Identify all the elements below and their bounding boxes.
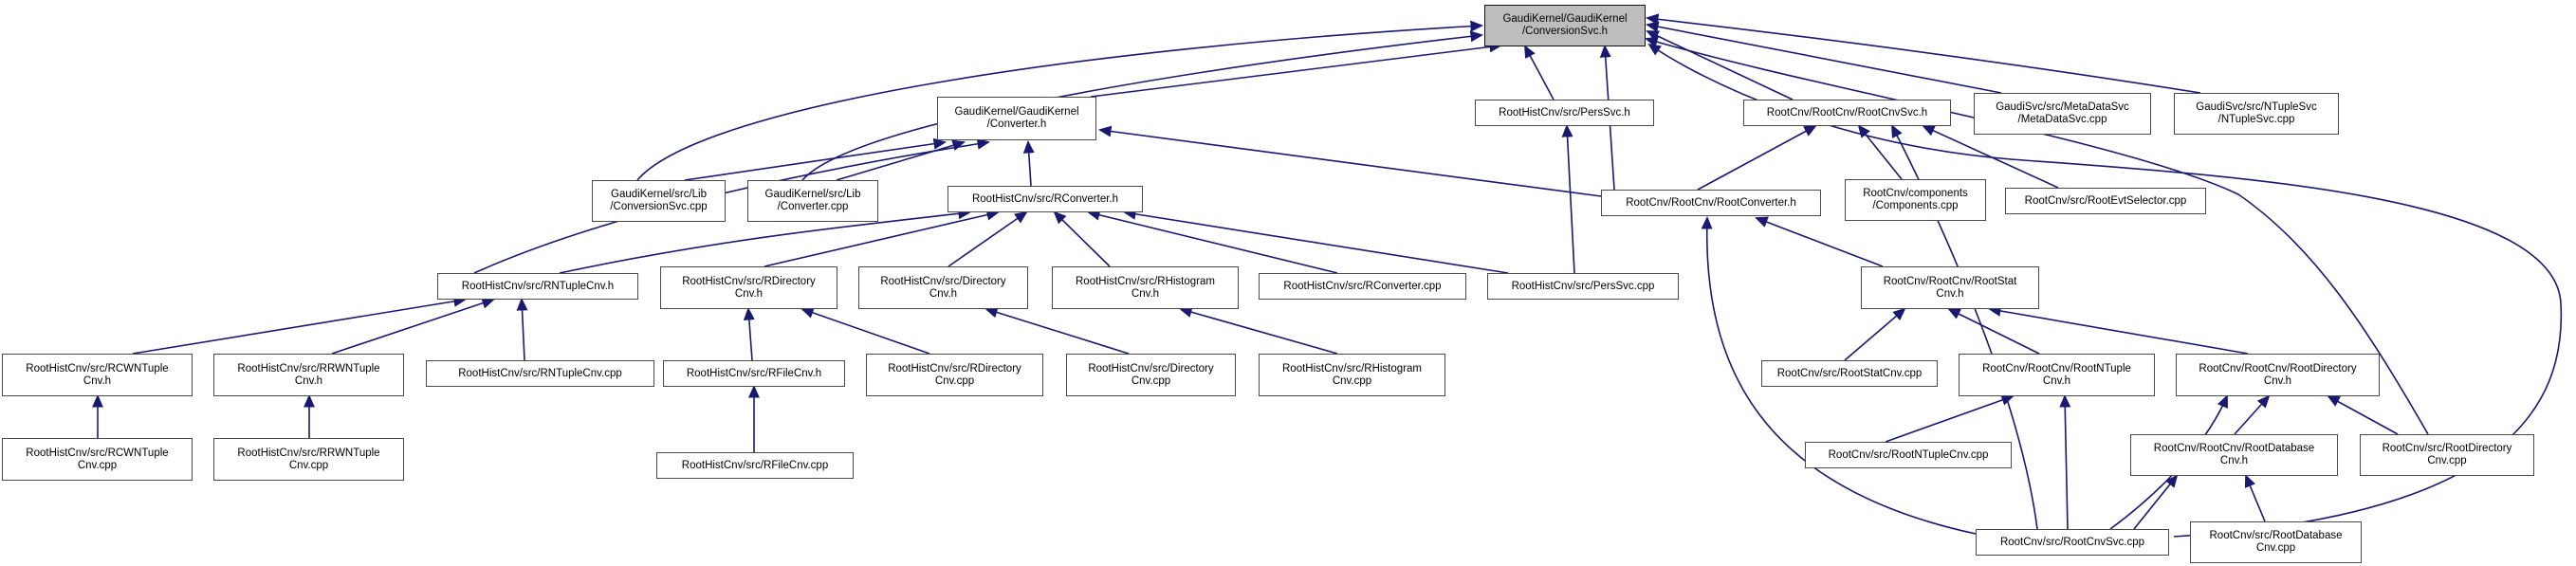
graph-node-rootstatcnv_cpp[interactable] xyxy=(1761,360,1938,387)
node-label-line: RootCnv/src/RootStatCnv.cpp xyxy=(1776,367,1923,379)
node-label-line: RootHistCnv/src/RConverter.cpp xyxy=(1283,280,1442,292)
edge-components_cpp-rootcnvsvc_h xyxy=(1859,126,1902,179)
edge-converter_cpp-conversionsvc_h xyxy=(802,35,1481,180)
node-label-line: RootHistCnv/src/RHistogram xyxy=(1076,275,1215,287)
node-label-line: Cnv.cpp xyxy=(1332,374,1372,387)
graph-node-rootconverter_h[interactable] xyxy=(1601,190,1821,216)
graph-node-rntuplecnv_cpp[interactable] xyxy=(426,360,654,387)
node-label-line: Cnv.h xyxy=(2263,374,2292,387)
edge-perssvc_h-conversionsvc_h xyxy=(1525,46,1554,100)
edge-rootconverter_h-rootcnvsvc_h xyxy=(1698,126,1815,190)
edge-rntuplecnv_cpp-rntuplecnv_h xyxy=(522,300,524,360)
edge-rootconverter_h-converter_h xyxy=(1100,130,1601,196)
graph-node-rcwntuplecnv_h[interactable] xyxy=(2,354,193,396)
node-label-line: RootHistCnv/src/RRWNTuple xyxy=(237,447,380,459)
node-label-line: Cnv.cpp xyxy=(77,459,118,471)
edge-rntuplecnv_h-converter_h xyxy=(474,142,988,273)
node-label-line: RootCnv/components xyxy=(1863,188,1968,199)
edge-rootntuplecnv_cpp-rootntuplecnv_h xyxy=(1886,396,2013,442)
edge-rfilecnv_h-rdirectorycnv_h xyxy=(748,309,752,360)
node-label-line: RootHistCnv/src/RHistogram xyxy=(1282,362,1422,374)
graph-node-ntuplesvc_cpp[interactable] xyxy=(2174,93,2339,135)
node-label-line: Cnv.h xyxy=(294,374,323,387)
node-label-line: Cnv.h xyxy=(83,374,112,387)
edge-rootdirectorycnv_cpp-rootdirectorycnv_h xyxy=(2328,396,2398,434)
node-label-line: Cnv.cpp xyxy=(2255,542,2296,554)
node-label-line: /MetaDataSvc.cpp xyxy=(2017,114,2107,125)
graph-node-perssvc_cpp[interactable] xyxy=(1487,273,1679,300)
node-label-line: Cnv.h xyxy=(929,287,958,300)
node-label-line: RootHistCnv/src/RNTupleCnv.cpp xyxy=(458,367,622,379)
edge-perssvc_cpp-perssvc_h xyxy=(1567,126,1574,273)
edge-rootstatcnv_cpp-rootstatcnv_h xyxy=(1845,309,1904,360)
node-label-line: /Converter.cpp xyxy=(777,201,849,212)
edge-rootcnvsvc_cpp-rootntuplecnv_h xyxy=(2065,396,2068,529)
graph-node-conversionsvc_h[interactable] xyxy=(1484,5,1646,46)
edge-rootdatabasecnv_cpp-rootdatabasecnv_h xyxy=(2246,476,2265,521)
edge-conversionsvc_cpp-converter_h xyxy=(685,142,945,180)
node-label-line: GaudiKernel/src/Lib xyxy=(764,189,861,200)
node-label-line: /Converter.h xyxy=(986,119,1047,130)
edge-rootdirectorycnv_h-rootstatcnv_h xyxy=(1990,309,2248,354)
node-label-line: RootHistCnv/src/Directory xyxy=(880,275,1006,287)
graph-node-rdirectorycnv_cpp[interactable] xyxy=(866,354,1043,396)
edge-rdirectorycnv_cpp-rdirectorycnv_h xyxy=(802,309,929,354)
node-label-line: RootHistCnv/src/Directory xyxy=(1088,362,1214,374)
node-label-line: RootCnv/src/RootEvtSelector.cpp xyxy=(2024,194,2187,207)
graph-node-rfilecnv_h[interactable] xyxy=(663,360,845,387)
edge-perssvc_cpp-rconverter_h xyxy=(1125,212,1508,273)
edge-rhistogramcnv_cpp-rhistogramcnv_h xyxy=(1181,309,1337,354)
node-label-line: RootHistCnv/src/PersSvc.h xyxy=(1499,106,1630,119)
graph-node-rootntuplecnv_h[interactable] xyxy=(1959,354,2155,396)
graph-node-perssvc_h[interactable] xyxy=(1475,100,1654,126)
node-label-line: RootHistCnv/src/RDirectory xyxy=(682,275,816,287)
node-label-line: RootCnv/RootCnv/RootCnvSvc.h xyxy=(1766,106,1928,119)
graph-node-rfilecnv_cpp[interactable] xyxy=(656,452,854,479)
edge-rootcnvsvc_cpp-rootdatabasecnv_h xyxy=(2134,476,2177,529)
node-label-line: Cnv.cpp xyxy=(934,374,975,387)
graph-node-rootdirectorycnv_h[interactable] xyxy=(2176,354,2380,396)
graph-node-converter_cpp[interactable] xyxy=(747,180,878,222)
graph-node-rootevtselector_cpp[interactable] xyxy=(2005,188,2206,214)
edge-rootstatcnv_h-rootconverter_h xyxy=(1757,218,1883,266)
graph-node-rootdatabasecnv_h[interactable] xyxy=(2130,434,2338,476)
edge-rconverter_cpp-rconverter_h xyxy=(1089,212,1337,273)
graph-node-rhistogramcnv_h[interactable] xyxy=(1052,266,1239,309)
edge-converter_cpp-converter_h xyxy=(837,142,964,180)
node-label-line: RootCnv/src/RootDirectory xyxy=(2382,443,2512,454)
graph-node-rhistogramcnv_cpp[interactable] xyxy=(1259,354,1445,396)
node-label-line: GaudiKernel/GaudiKernel xyxy=(1502,13,1628,25)
edge-ntuplesvc_cpp-conversionsvc_h xyxy=(1647,18,2200,93)
graph-node-directorycnv_h[interactable] xyxy=(858,266,1028,309)
node-label-line: /NTupleSvc.cpp xyxy=(2217,114,2295,125)
graph-node-directorycnv_cpp[interactable] xyxy=(1066,354,1236,396)
node-label-line: Cnv.h xyxy=(2219,455,2249,466)
graph-node-rootstatcnv_h[interactable] xyxy=(1861,266,2039,309)
graph-node-rdirectorycnv_h[interactable] xyxy=(660,266,837,309)
edge-rconverter_h-converter_h xyxy=(1028,142,1031,186)
node-label-line: /ConversionSvc.cpp xyxy=(610,201,708,212)
node-label-line: GaudiSvc/src/MetaDataSvc xyxy=(1996,101,2129,113)
node-label-line: Cnv.h xyxy=(2042,374,2071,387)
node-label-line: RootCnv/RootCnv/RootDatabase xyxy=(2153,443,2315,454)
graph-node-rootntuplecnv_cpp[interactable] xyxy=(1805,442,2012,468)
node-label-line: RootHistCnv/src/RFileCnv.h xyxy=(686,367,822,379)
node-label-line: Cnv.h xyxy=(1936,287,1964,300)
node-label-line: RootHistCnv/src/RNTupleCnv.h xyxy=(461,280,615,292)
node-label-line: Cnv.cpp xyxy=(1131,374,1171,387)
graph-node-rrwntuplecnv_h[interactable] xyxy=(213,354,404,396)
node-label-line: RootHistCnv/src/RFileCnv.cpp xyxy=(681,459,829,471)
graph-node-rntuplecnv_h[interactable] xyxy=(437,273,638,300)
node-label-line: RootHistCnv/src/RCWNTuple xyxy=(26,447,169,459)
node-label-line: RootCnv/RootCnv/RootNTuple xyxy=(1982,362,2131,374)
graph-node-components_cpp[interactable] xyxy=(1845,179,1986,221)
graph-node-rootdirectorycnv_cpp[interactable] xyxy=(2360,434,2534,476)
node-label-line: GaudiSvc/src/NTupleSvc xyxy=(2196,101,2317,113)
node-label-line: GaudiKernel/src/Lib xyxy=(611,189,707,200)
node-label-line: Cnv.cpp xyxy=(2427,455,2467,466)
graph-node-rootdatabasecnv_cpp[interactable] xyxy=(2190,521,2362,563)
node-label-line: RootHistCnv/src/PersSvc.cpp xyxy=(1511,280,1655,292)
node-label-line: GaudiKernel/GaudiKernel xyxy=(954,106,1079,118)
node-label-line: Cnv.h xyxy=(734,287,764,300)
node-label-line: RootHistCnv/src/RDirectory xyxy=(888,362,1021,374)
node-label-line: RootCnv/RootCnv/RootStat xyxy=(1883,275,2017,287)
graph-node-rootcnvsvc_cpp[interactable] xyxy=(1976,529,2169,556)
node-label-line: RootHistCnv/src/RConverter.h xyxy=(971,192,1119,205)
graph-node-rconverter_cpp[interactable] xyxy=(1259,273,1466,300)
node-label-line: /Components.cpp xyxy=(1872,200,1959,211)
edge-rootcnvsvc_h-conversionsvc_h xyxy=(1647,31,1793,100)
graph-node-converter_h[interactable] xyxy=(937,97,1096,140)
edge-directorycnv_cpp-directorycnv_h xyxy=(986,309,1129,354)
node-label-line: RootCnv/src/RootCnvSvc.cpp xyxy=(1999,536,2145,548)
node-label-line: /ConversionSvc.h xyxy=(1521,26,1609,37)
edge-rhistogramcnv_h-rconverter_h xyxy=(1055,212,1110,266)
node-label-line: RootCnv/RootCnv/RootConverter.h xyxy=(1626,196,1796,209)
graph-node-rrwntuplecnv_cpp[interactable] xyxy=(213,438,404,481)
node-label-line: RootHistCnv/src/RRWNTuple xyxy=(237,362,380,374)
graph-node-rootcnvsvc_h[interactable] xyxy=(1743,100,1951,126)
graph-node-rcwntuplecnv_cpp[interactable] xyxy=(2,438,193,481)
graph-node-rconverter_h[interactable] xyxy=(948,186,1143,212)
edge-metadatasvc_cpp-conversionsvc_h xyxy=(1647,25,2001,93)
node-label-line: RootCnv/RootCnv/RootDirectory xyxy=(2199,362,2357,374)
graph-node-metadatasvc_cpp[interactable] xyxy=(1974,93,2151,135)
edge-rootdatabasecnv_h-rootdirectorycnv_h xyxy=(2235,396,2269,434)
node-label-line: Cnv.h xyxy=(1131,287,1160,300)
node-label-line: RootCnv/src/RootNTupleCnv.cpp xyxy=(1828,448,1989,461)
node-label-line: RootHistCnv/src/RCWNTuple xyxy=(26,362,169,374)
node-label-line: RootCnv/src/RootDatabase xyxy=(2209,530,2343,541)
graph-node-conversionsvc_cpp[interactable] xyxy=(592,180,726,222)
node-label-line: Cnv.cpp xyxy=(288,459,329,471)
